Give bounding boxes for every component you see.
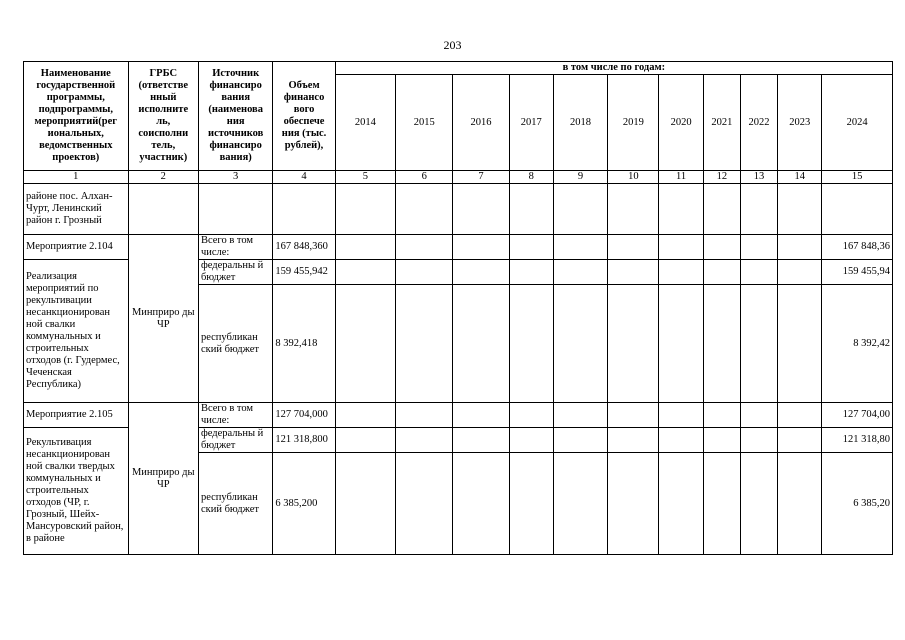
index-cell: 7	[453, 171, 509, 184]
year-2024-cell: 167 848,36	[822, 235, 893, 260]
header-year: 2022	[740, 75, 777, 171]
header-volume: Объем финансо вого обеспече ния (тыс. рублей),	[273, 62, 335, 171]
index-cell: 15	[822, 171, 893, 184]
total-cell: 8 392,418	[273, 285, 335, 403]
measure-grbs: Минприро ды ЧР	[128, 235, 198, 403]
header-year: 2020	[659, 75, 703, 171]
measure-grbs: Минприро ды ЧР	[128, 403, 198, 555]
header-source: Источник финансиро вания (наименова ния источников финансиро вания)	[198, 62, 272, 171]
measure-title: Мероприятие 2.104	[24, 235, 129, 260]
header-year: 2021	[703, 75, 740, 171]
year-2024-cell: 121 318,80	[822, 428, 893, 453]
index-cell: 11	[659, 171, 703, 184]
header-year: 2019	[608, 75, 659, 171]
header-name: Наименование государственной программы, подпрограммы, мероприятий(рег иональных, ведомственных проектов)	[24, 62, 129, 171]
header-years-group: в том числе по годам:	[335, 62, 892, 75]
index-cell: 3	[198, 171, 272, 184]
source-cell: федеральны й бюджет	[198, 260, 272, 285]
index-cell: 12	[703, 171, 740, 184]
year-2024-cell: 159 455,94	[822, 260, 893, 285]
header-year: 2018	[553, 75, 607, 171]
continuation-row	[24, 184, 893, 235]
index-cell: 10	[608, 171, 659, 184]
year-2024-cell: 127 704,00	[822, 403, 893, 428]
index-cell: 5	[335, 171, 395, 184]
header-year: 2024	[822, 75, 893, 171]
total-cell: 127 704,000	[273, 403, 335, 428]
year-2024-cell: 6 385,20	[822, 453, 893, 555]
table-row	[24, 235, 893, 260]
total-cell: 159 455,942	[273, 260, 335, 285]
index-cell: 8	[509, 171, 553, 184]
source-cell: республикан ский бюджет	[198, 453, 272, 555]
index-cell: 1	[24, 171, 129, 184]
total-cell: 6 385,200	[273, 453, 335, 555]
source-cell: Всего в том числе:	[198, 235, 272, 260]
index-cell: 6	[396, 171, 453, 184]
continuation-name: районе пос. Алхан-Чурт, Ленинский район г. Грозный	[24, 184, 129, 235]
total-cell: 167 848,360	[273, 235, 335, 260]
index-cell: 13	[740, 171, 777, 184]
measure-description: Рекультивация несанкционирован ной свалки твердых коммунальных и строительных отходов (ЧР, г. Грозный, Шейх-Мансуровский район, в районе	[24, 428, 129, 555]
index-cell: 9	[553, 171, 607, 184]
header-year: 2023	[778, 75, 822, 171]
index-cell: 4	[273, 171, 335, 184]
measure-description: Реализация мероприятий по рекультивации несанкционирован ной свалки коммунальных и строительных отходов (г. Гудермес, Чеченская Республика)	[24, 260, 129, 403]
measure-title: Мероприятие 2.105	[24, 403, 129, 428]
budget-table	[23, 61, 893, 555]
source-cell: Всего в том числе:	[198, 403, 272, 428]
source-cell: федеральны й бюджет	[198, 428, 272, 453]
header-year: 2014	[335, 75, 395, 171]
header-row	[24, 62, 893, 75]
page-number: 203	[443, 38, 462, 52]
year-2024-cell: 8 392,42	[822, 285, 893, 403]
header-grbs: ГРБС (ответстве нный исполните ль, соисполни тель, участник)	[128, 62, 198, 171]
total-cell: 121 318,800	[273, 428, 335, 453]
source-cell: республикан ский бюджет	[198, 285, 272, 403]
index-cell: 2	[128, 171, 198, 184]
header-year: 2017	[509, 75, 553, 171]
index-cell: 14	[778, 171, 822, 184]
index-row	[24, 171, 893, 184]
table-row	[24, 403, 893, 428]
header-year: 2015	[396, 75, 453, 171]
header-year: 2016	[453, 75, 509, 171]
